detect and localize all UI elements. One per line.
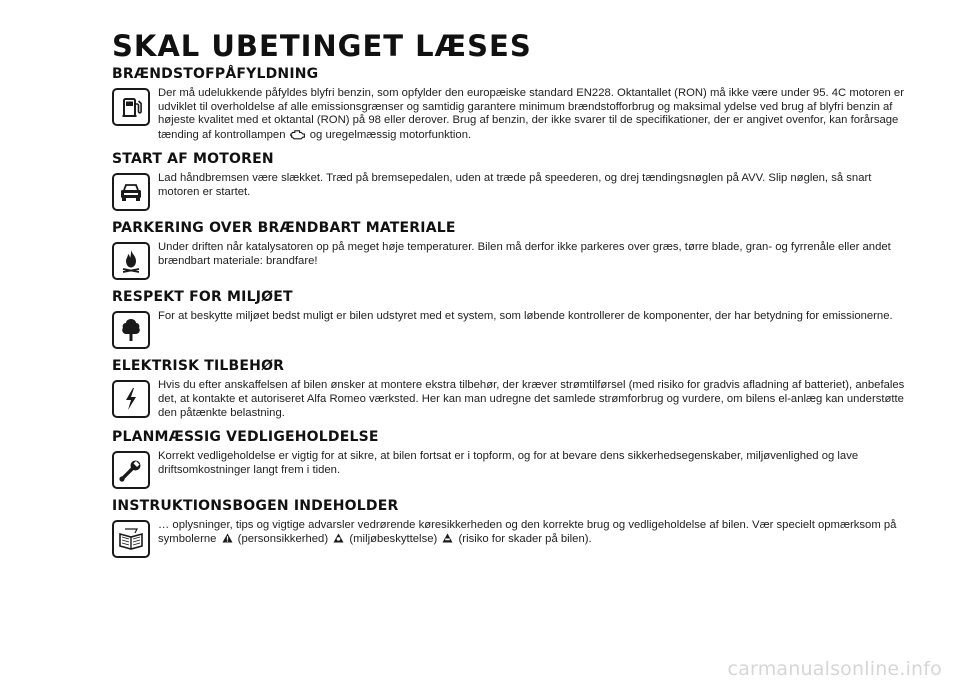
section-heading: PARKERING OVER BRÆNDBART MATERIALE xyxy=(112,220,456,237)
section-text: Korrekt vedligeholdelse er vigtig for at sikre, at bilen fortsat er i topform, og for at bevare dens sikkerhedsegenskaber, miljøvenlighed og lave driftsomkostninger langt frem i tiden. xyxy=(158,450,859,476)
person-safety-warning-icon xyxy=(222,533,233,543)
section-heading: START AF MOTOREN xyxy=(112,151,274,168)
section-environment xyxy=(112,288,912,349)
wrench-icon xyxy=(112,451,150,489)
lightning-icon xyxy=(112,380,150,418)
section-manual-contents xyxy=(112,497,912,558)
section-text: Hvis du efter anskaffelsen af bilen ønsker at montere ekstra tilbehør, der kræver strømtilførsel (med risiko for gradvis afladning af batteriet), anbefales det, at kontakte et autoriseret Alfa Romeo værksted. Her kan man udregne det samlede strømforbrug og vurdere, om bilens el-anlæg kan understøtte den påtænkte belastning. xyxy=(158,379,905,419)
section-electrical xyxy=(112,357,912,420)
vehicle-damage-warning-icon xyxy=(442,533,453,543)
page-title: SKAL UBETINGET LÆSES xyxy=(112,29,532,63)
section-heading: RESPEKT FOR MILJØET xyxy=(112,289,293,306)
section-text: Der må udelukkende påfyldes blyfri benzin, som opfylder den europæiske standard EN228. Oktantallet (RON) må ikke være under 95. 4C motoren er udviklet til overholdelse af alle emissionsgrænser og samtidig garantere minimum brændstofforbrug og maksimal ydelse ved brug af blyfri benzin af højeste kvalitet med et oktantal (RON) på 98 eller derover. Brug af benzin, der ikke svarer til de specifikationer, der er angivet ovenfor, kan forårsage tænding af kontrollampen og uregelmæssig motorfunktion. xyxy=(158,87,904,141)
section-heading: PLANMÆSSIG VEDLIGEHOLDELSE xyxy=(112,429,379,446)
environment-warning-icon xyxy=(333,533,344,543)
section-fuel xyxy=(112,65,912,142)
section-maintenance xyxy=(112,428,912,489)
flame-icon xyxy=(112,242,150,280)
section-parking xyxy=(112,219,912,280)
section-heading: ELEKTRISK TILBEHØR xyxy=(112,358,285,375)
section-text: … oplysninger, tips og vigtige advarsler vedrørende køresikkerheden og den korrekte brug og vedligeholdelse af bilen. Vær specielt opmærksom på symbolerne (personsikkerhed) (miljøbeskyttelse) (risiko for skader på bilen). xyxy=(158,519,897,545)
section-heading: INSTRUKTIONSBOGEN INDEHOLDER xyxy=(112,498,399,515)
engine-warning-icon xyxy=(290,128,306,140)
watermark: carmanualsonline.info xyxy=(727,658,942,680)
tree-icon xyxy=(112,311,150,349)
page xyxy=(112,30,912,566)
section-text: Under driften når katalysatoren op på meget høje temperaturer. Bilen må derfor ikke parkeres over græs, tørre blade, gran- og fyrrenåle eller andet brændbart materiale: brandfare! xyxy=(158,241,891,267)
section-heading: BRÆNDSTOFPÅFYLDNING xyxy=(112,66,319,82)
section-text: For at beskytte miljøet bedst muligt er bilen udstyret med et system, som løbende kontrollerer de komponenter, der har betydning for emissionerne. xyxy=(158,310,893,323)
car-front-icon xyxy=(112,173,150,211)
section-engine-start xyxy=(112,150,912,211)
fuel-pump-icon xyxy=(112,88,150,126)
section-text: Lad håndbremsen være slækket. Træd på bremsepedalen, uden at træde på speederen, og drej tændingsnøglen på AVV. Slip nøglen, så snart motoren er startet. xyxy=(158,172,872,198)
open-book-icon xyxy=(112,520,150,558)
